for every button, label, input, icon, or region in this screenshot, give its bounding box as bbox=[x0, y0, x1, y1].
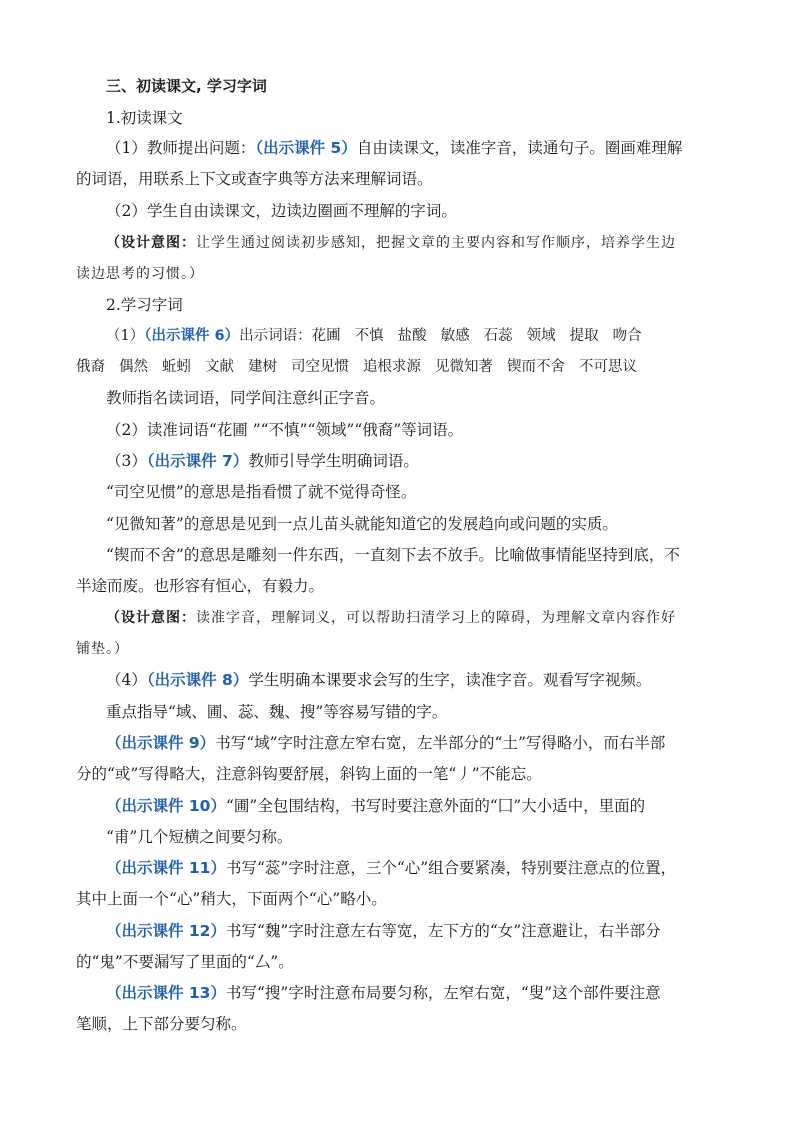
courseware-10-cont: “甫”几个短横之间要匀称。 bbox=[106, 828, 293, 846]
part2-item2: （2）读准词语“花圃 ”“不慎”“领域”“俄裔”等词语。 bbox=[106, 421, 464, 439]
courseware-cue-7: （出示课件 7） bbox=[146, 452, 249, 470]
courseware-11-cont: 其中上面一个“心”稍大，下面两个“心”略小。 bbox=[76, 890, 387, 908]
part2-item1-num: （1） bbox=[106, 328, 145, 344]
definition-1: “司空见惯”的意思是指看惯了就不觉得奇怪。 bbox=[106, 483, 417, 501]
courseware-cue-8: （出示课件 8） bbox=[146, 671, 249, 689]
read-words-line: 教师指名读词语，同学间注意纠正字音。 bbox=[106, 389, 386, 407]
design-note-2 bbox=[106, 608, 676, 628]
courseware-9-text: 书写“域”字时注意左窄右宽，左半部分的“土”写得略小，而右半部 bbox=[215, 734, 666, 752]
part2-item4-text: 学生明确本课要求会写的生字，读准字音。观看写字视频。 bbox=[248, 671, 652, 689]
vocab-word: 追根求源 bbox=[363, 359, 421, 375]
design-text-2a: 读准字音，理解词义，可以帮助扫清学习上的障碍，为理解文章内容作好 bbox=[196, 610, 676, 626]
part1-item1 bbox=[106, 138, 682, 158]
courseware-cue-9: （出示课件 9） bbox=[106, 734, 216, 752]
part2-item3-num: （3） bbox=[106, 452, 147, 470]
courseware-cue-5: （出示课件 5） bbox=[255, 139, 357, 157]
part1-item1-num: （1）教师提出问题： bbox=[106, 139, 256, 157]
vocab-word: 不可思议 bbox=[579, 359, 637, 375]
vocab-word: 蚯蚓 bbox=[162, 359, 191, 375]
vocab-word: 司空见惯 bbox=[291, 359, 349, 375]
vocab-word: 偶然 bbox=[119, 359, 148, 375]
vocab-word: 敏感 bbox=[440, 328, 470, 344]
courseware-cue-6: （出示课件 6） bbox=[144, 328, 240, 344]
vocab-word: 文献 bbox=[205, 359, 234, 375]
design-text-1a: 让学生通过阅读初步感知，把握文章的主要内容和写作顺序，培养学生边 bbox=[196, 235, 676, 251]
courseware-13-cont: 笔顺，上下部分要匀称。 bbox=[76, 1015, 247, 1033]
courseware-9-cont: 分的“或”写得略大，注意斜钩要舒展，斜钩上面的一笔“丿”不能忘。 bbox=[76, 765, 542, 783]
definition-2: “见微知著”的意思是见到一点儿苗头就能知道它的发展趋向或问题的实质。 bbox=[106, 515, 618, 533]
vocab-word: 吻合 bbox=[612, 328, 642, 344]
vocab-word: 俄裔 bbox=[76, 359, 105, 375]
part2-item4 bbox=[106, 670, 651, 690]
part2-item3-text: 教师引导学生明确词语。 bbox=[248, 452, 419, 470]
part1-item2: （2）学生自由读课文，边读边圈画不理解的字词。 bbox=[106, 202, 457, 220]
vocab-line-1 bbox=[106, 326, 656, 346]
vocab-word: 不慎 bbox=[354, 328, 384, 344]
courseware-10-line bbox=[106, 796, 645, 816]
part2-item3 bbox=[106, 451, 419, 471]
courseware-12-text: 书写“魏”字时注意左右等宽，左下方的“女”注意避让，右半部分 bbox=[225, 922, 661, 940]
vocab-word: 锲而不舍 bbox=[507, 359, 565, 375]
courseware-12-line bbox=[106, 921, 661, 941]
vocab-word: 见微知著 bbox=[435, 359, 493, 375]
vocab-word: 花圃 bbox=[311, 328, 341, 344]
courseware-10-text: “圃”全包围结构，书写时要注意外面的“囗”大小适中，里面的 bbox=[225, 797, 646, 815]
part2-title: 2.学习字词 bbox=[106, 296, 183, 314]
courseware-12-cont: 的“鬼”不要漏写了里面的“厶”。 bbox=[76, 953, 294, 971]
part1-title: 1.初读课文 bbox=[106, 109, 183, 127]
vocab-word: 建树 bbox=[248, 359, 277, 375]
vocab-word: 石蕊 bbox=[483, 328, 513, 344]
vocab-word: 提取 bbox=[569, 328, 599, 344]
courseware-13-text: 书写“搜”字时注意布局要匀称，左窄右宽，“叟”这个部件要注意 bbox=[225, 984, 661, 1002]
courseware-11-text: 书写“蕊”字时注意，三个“心”组合要紧凑，特别要注意点的位置， bbox=[225, 859, 677, 877]
part1-item1-text: 自由读课文，读准字音，读通句子。圈画难理解 bbox=[356, 139, 683, 157]
courseware-cue-11: （出示课件 11） bbox=[106, 859, 226, 877]
courseware-13-line bbox=[106, 983, 661, 1003]
section-title: 三、初读课文, 学习字词 bbox=[106, 77, 267, 95]
vocab-label: 出示词语： bbox=[239, 328, 312, 344]
definition-3-cont: 半途而废。也形容有恒心，有毅力。 bbox=[76, 577, 325, 595]
courseware-11-line bbox=[106, 858, 676, 878]
courseware-9-line bbox=[106, 733, 665, 753]
courseware-cue-12: （出示课件 12） bbox=[106, 922, 226, 940]
part2-item4-num: （4） bbox=[106, 671, 147, 689]
design-label-2: （设计意图： bbox=[106, 610, 196, 626]
definition-3: “锲而不舍”的意思是雕刻一件东西，一直刻下去不放手。比喻做事情能坚持到底，不 bbox=[106, 546, 680, 564]
design-text-2b: 铺垫。） bbox=[76, 641, 129, 657]
vocab-line-2 bbox=[76, 357, 651, 377]
vocab-word: 领域 bbox=[526, 328, 556, 344]
courseware-cue-13: （出示课件 13） bbox=[106, 984, 226, 1002]
focus-line: 重点指导“域、圃、蕊、魏、搜”等容易写错的字。 bbox=[106, 703, 448, 721]
part1-item1-cont: 的词语，用联系上下文或查字典等方法来理解词语。 bbox=[76, 170, 433, 188]
design-text-1b: 读边思考的习惯。） bbox=[76, 266, 204, 282]
vocab-word: 盐酸 bbox=[397, 328, 427, 344]
design-note-1 bbox=[106, 233, 676, 253]
design-label-1: （设计意图： bbox=[106, 235, 196, 251]
courseware-cue-10: （出示课件 10） bbox=[106, 797, 226, 815]
